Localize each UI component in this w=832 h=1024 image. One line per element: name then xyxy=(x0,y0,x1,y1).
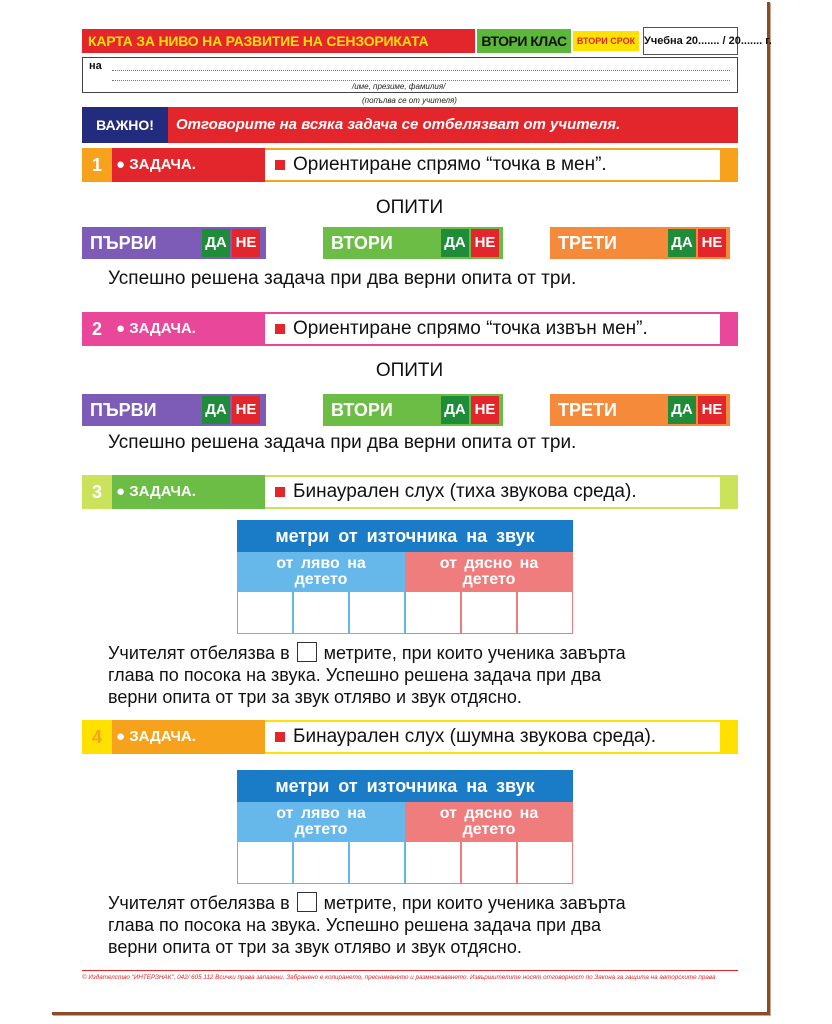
attempt-second-label: ВТОРИ xyxy=(323,394,503,426)
task-number: 3 xyxy=(82,475,112,509)
left-side-header xyxy=(237,802,405,842)
success-criteria: Успешно решена задача при два верни опита от три. xyxy=(108,268,577,289)
checkbox-icon xyxy=(297,642,317,662)
name-line-2 xyxy=(112,80,730,81)
important-tag: ВАЖНО! xyxy=(82,107,168,143)
attempt-third xyxy=(550,227,730,259)
attempt-second xyxy=(323,394,503,426)
yes-checkbox[interactable]: ДА xyxy=(441,396,469,424)
attempt-second xyxy=(323,227,503,259)
table-row xyxy=(237,592,573,634)
worksheet-title: КАРТА ЗА НИВО НА РАЗВИТИЕ НА СЕНЗОРИКАТА xyxy=(82,29,475,53)
name-label: на xyxy=(89,60,102,72)
note-line2: глава по посока на звука. Успешно решена задача при два xyxy=(108,915,601,935)
yes-checkbox[interactable]: ДА xyxy=(441,229,469,257)
right-side-line1: от дясно на xyxy=(439,805,539,822)
table-cell[interactable] xyxy=(293,592,349,634)
note-part2: метрите, при които ученика завърта xyxy=(323,643,626,663)
task-label: ● ЗАДАЧА. xyxy=(112,312,265,346)
note-part1: Учителят отбелязва в xyxy=(108,893,290,913)
attempt-first xyxy=(82,227,266,259)
attempt-third-label: ТРЕТИ xyxy=(550,227,730,259)
table-cell[interactable] xyxy=(349,592,405,634)
yes-checkbox[interactable]: ДА xyxy=(668,229,696,257)
grade-label: ВТОРИ КЛАС xyxy=(477,29,571,53)
table-cell[interactable] xyxy=(461,592,517,634)
task-number: 4 xyxy=(82,720,112,754)
task-label: ● ЗАДАЧА. xyxy=(112,475,265,509)
worksheet-page xyxy=(52,2,770,1015)
table-cell[interactable] xyxy=(237,592,293,634)
right-side-line1: от дясно на xyxy=(439,555,539,572)
task-description xyxy=(265,150,720,180)
left-side-header xyxy=(237,552,405,592)
attempts-heading: ОПИТИ xyxy=(375,360,444,381)
task-text: Ориентиране спрямо “точка извън мен”. xyxy=(293,318,648,339)
note-line3: верни опита от три за звук отляво и звук отдясно. xyxy=(108,687,522,707)
task-number: 1 xyxy=(82,148,112,182)
task-3-bar xyxy=(82,475,738,509)
attempts-heading: ОПИТИ xyxy=(375,197,444,218)
table-cell[interactable] xyxy=(405,842,461,884)
attempt-third xyxy=(550,394,730,426)
table-row xyxy=(237,842,573,884)
task-1-bar xyxy=(82,148,738,182)
yes-checkbox[interactable]: ДА xyxy=(668,396,696,424)
attempt-third-label: ТРЕТИ xyxy=(550,394,730,426)
note-line2: глава по посока на звука. Успешно решена задача при два xyxy=(108,665,601,685)
table-cell[interactable] xyxy=(237,842,293,884)
sound-distance-table xyxy=(237,520,573,634)
no-checkbox[interactable]: НЕ xyxy=(471,229,499,257)
teacher-note xyxy=(108,892,728,958)
attempt-first xyxy=(82,394,266,426)
note-line3: верни опита от три за звук отляво и звук отдясно. xyxy=(108,937,522,957)
term-label: ВТОРИ СРОК xyxy=(573,31,639,51)
task-description xyxy=(265,722,720,752)
task-text: Бинаурален слух (шумна звукова среда). xyxy=(293,726,657,747)
task-description xyxy=(265,477,720,507)
table-cell[interactable] xyxy=(461,842,517,884)
right-side-header xyxy=(405,802,573,842)
teacher-hint: (попълва се от учителя) xyxy=(362,96,457,105)
note-part1: Учителят отбелязва в xyxy=(108,643,290,663)
left-side-line1: от ляво на xyxy=(276,555,366,572)
teacher-note xyxy=(108,642,728,708)
left-side-line1: от ляво на xyxy=(276,805,366,822)
name-hint: /име, презиме, фамилия/ xyxy=(352,82,446,91)
table-cell[interactable] xyxy=(405,592,461,634)
no-checkbox[interactable]: НЕ xyxy=(471,396,499,424)
no-checkbox[interactable]: НЕ xyxy=(698,396,726,424)
task-description xyxy=(265,314,720,344)
name-line xyxy=(112,70,730,71)
right-side-header xyxy=(405,552,573,592)
table-cell[interactable] xyxy=(517,842,573,884)
copyright-footer: © Издателство "ИНТЕРЗНАК", 042/ 605 112 Всички права запазени. Забранено е копирането, преснимането и размножаването. Извършителите носят отговорност по Закона за защита на авторските права xyxy=(82,974,716,981)
note-part2: метрите, при които ученика завърта xyxy=(323,893,626,913)
square-bullet-icon xyxy=(275,324,285,334)
attempt-first-label: ПЪРВИ xyxy=(82,394,266,426)
left-side-line2: детето xyxy=(294,821,348,838)
success-criteria: Успешно решена задача при два верни опита от три. xyxy=(108,432,577,453)
task-text: Ориентиране спрямо “точка в мен”. xyxy=(293,154,607,175)
attempt-second-label: ВТОРИ xyxy=(323,227,503,259)
task-2-bar xyxy=(82,312,738,346)
square-bullet-icon xyxy=(275,487,285,497)
square-bullet-icon xyxy=(275,732,285,742)
no-checkbox[interactable]: НЕ xyxy=(698,229,726,257)
table-cell[interactable] xyxy=(293,842,349,884)
table-header: метри от източника на звук xyxy=(237,770,573,802)
right-side-line2: детето xyxy=(462,571,516,588)
important-text: Отговорите на всяка задача се отбелязват от учителя. xyxy=(176,116,621,133)
task-4-bar xyxy=(82,720,738,754)
sound-distance-table xyxy=(237,770,573,884)
checkbox-icon xyxy=(297,892,317,912)
left-side-line2: детето xyxy=(294,571,348,588)
footer-divider xyxy=(82,970,738,971)
task-number: 2 xyxy=(82,312,112,346)
table-cell[interactable] xyxy=(517,592,573,634)
square-bullet-icon xyxy=(275,160,285,170)
attempt-first-label: ПЪРВИ xyxy=(82,227,266,259)
yes-checkbox[interactable]: ДА xyxy=(202,396,230,424)
school-year-field[interactable]: Учебна 20....... / 20....... г. xyxy=(643,27,738,55)
task-label: ● ЗАДАЧА. xyxy=(112,148,265,182)
no-checkbox[interactable]: НЕ xyxy=(232,229,260,257)
yes-checkbox[interactable]: ДА xyxy=(202,229,230,257)
right-side-line2: детето xyxy=(462,821,516,838)
table-header: метри от източника на звук xyxy=(237,520,573,552)
no-checkbox[interactable]: НЕ xyxy=(232,396,260,424)
task-text: Бинаурален слух (тиха звукова среда). xyxy=(293,481,637,502)
table-cell[interactable] xyxy=(349,842,405,884)
task-label: ● ЗАДАЧА. xyxy=(112,720,265,754)
